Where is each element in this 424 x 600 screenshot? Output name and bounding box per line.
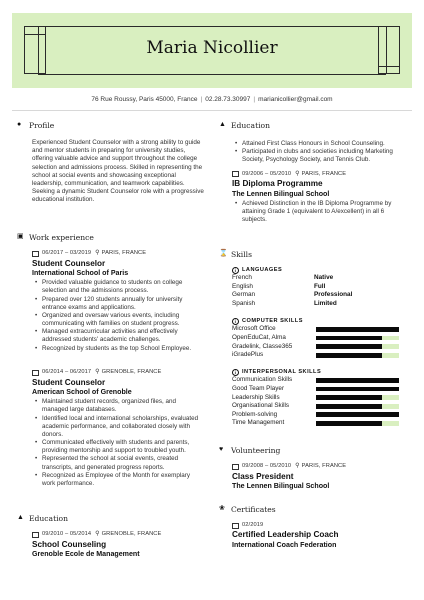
list-item: • Identified local and international scholarships, evaluated academic performance, and collaborated closely with donors.	[32, 415, 204, 440]
list-item: English Full	[232, 282, 326, 290]
certificates-heading: ❀ Certificates	[219, 505, 276, 514]
job-org: International School of Paris	[32, 269, 129, 278]
email: marianicollier@gmail.com	[258, 96, 333, 103]
skill-level-fill	[316, 353, 382, 358]
skill-row	[232, 376, 410, 385]
certificate-org: International Coach Federation	[232, 540, 337, 549]
skill-level-fill	[316, 412, 399, 417]
education-meta: 09/2006 – 05/2010 ⚲ PARIS, FRANCE	[232, 171, 410, 179]
skill-row	[232, 342, 410, 351]
job-meta: 06/2017 – 03/2019 ⚲ PARIS, FRANCE	[32, 250, 204, 258]
graduation-cap-icon: ▲	[219, 121, 226, 129]
languages-block	[232, 267, 410, 309]
job-title: Student Counselor	[32, 377, 106, 387]
hourglass-icon: ⌛	[219, 250, 228, 258]
skill-row	[232, 393, 410, 402]
education-entry	[232, 139, 410, 224]
job-bullets	[32, 398, 204, 488]
calendar-icon	[232, 464, 239, 470]
location-pin-icon: ⚲	[95, 250, 100, 256]
list-item: French Native	[232, 274, 334, 282]
skill-level-bar	[316, 378, 399, 383]
profile-text: Experienced Student Counselor with a strong ability to guide and mentor students in preparing for university studies, offering valuable advice and support throughout the college selection and admissions process. Skilled in representing the school at social events and showcasing exceptional leadership, communication, and teamwork capabilities. Seeking a dynamic Student Counselor role with a progressive educational institution.	[32, 139, 204, 204]
skill-name: iGradePlus	[232, 351, 264, 359]
skill-row	[232, 325, 410, 334]
contact-divider	[12, 110, 412, 111]
job-meta: 06/2014 – 06/2017 ⚲ GRENOBLE, FRANCE	[32, 369, 204, 377]
phone: 02.28.73.30997	[205, 96, 251, 103]
job-entry	[32, 250, 204, 353]
list-item: • Organized and oversaw various events, including communicating with families on student progress.	[32, 312, 204, 328]
skill-name: Good Team Player	[232, 385, 285, 393]
list-item: • Participated in clubs and societies including Marketing Society, Psychology Society, and Tennis Club.	[232, 148, 410, 164]
calendar-icon	[32, 532, 39, 538]
list-item: • Communicated effectively with students and parents, providing mentorship and support to troubled youth.	[32, 439, 204, 455]
skill-level-fill	[316, 421, 382, 426]
job-org: American School of Grenoble	[32, 388, 132, 397]
location-pin-icon: ⚲	[295, 170, 300, 177]
skill-level-fill	[316, 344, 382, 349]
info-icon: i	[232, 369, 239, 376]
list-item: • Prepared over 120 students annually for university entrance exams and applications.	[32, 296, 204, 312]
interpersonal-skills-list	[232, 376, 410, 428]
skill-level-fill	[316, 404, 382, 409]
job-title: Student Counselor	[32, 258, 106, 268]
certificate-entry	[232, 522, 410, 550]
education-heading-right: ▲ Education	[219, 121, 271, 130]
education-bullets	[232, 140, 410, 165]
award-icon: ❀	[219, 505, 225, 513]
info-icon: i	[232, 318, 239, 325]
skill-row	[232, 419, 410, 428]
skill-level-bar	[316, 395, 399, 400]
education-title: IB Diploma Programme	[232, 179, 323, 189]
volunteering-org: The Lennen Bilingual School	[232, 482, 330, 491]
list-item: • Achieved Distinction in the IB Diploma Programme by attaining Grade 1 (equivalent to A/excellent) in all 6 subjects.	[232, 200, 410, 225]
skill-row	[232, 351, 410, 360]
contact-line: 76 Rue Roussy, Paris 45000, France | 02.28.73.30997 | marianicollier@gmail.com	[91, 96, 333, 103]
header-frame-line	[378, 66, 400, 67]
list-item: Spanish Limited	[232, 300, 337, 308]
volunteering-meta: 09/2008 – 05/2010 ⚲ PARIS, FRANCE	[232, 463, 410, 471]
header-frame-line	[24, 34, 46, 35]
profile-heading: ● Profile	[17, 121, 55, 130]
skill-level-fill	[316, 336, 382, 341]
calendar-icon	[32, 370, 39, 376]
list-item: • Maintained student records, organized files, and managed large databases.	[32, 398, 204, 414]
certificate-title: Certified Leadership Coach	[232, 530, 339, 540]
skill-name: Leadership Skills	[232, 393, 280, 401]
skill-level-fill	[316, 387, 399, 392]
header-rule-top	[38, 26, 386, 27]
education-org: The Lennen Bilingual School	[232, 189, 330, 198]
skill-row	[232, 334, 410, 343]
skill-level-bar	[316, 327, 399, 332]
job-bullets	[32, 279, 204, 353]
heart-icon: ♥	[219, 446, 224, 454]
calendar-icon	[32, 251, 39, 257]
skill-level-bar	[316, 387, 399, 392]
education-title: School Counseling	[32, 539, 107, 549]
header-rule-bottom	[38, 74, 386, 75]
skill-name: Organisational Skills	[232, 402, 290, 410]
skill-row	[232, 411, 410, 420]
volunteering-heading: ♥ Volunteering	[219, 446, 281, 455]
briefcase-icon: ▣	[17, 233, 24, 241]
education-entry	[32, 531, 204, 559]
list-item: • Represented the school at social events, created transcripts, and generated progress reports.	[32, 455, 204, 471]
volunteering-entry	[232, 463, 410, 491]
education-meta: 09/2010 – 05/2014 ⚲ GRENOBLE, FRANCE	[32, 531, 204, 539]
list-item: • Recognized as Employee of the Month for exemplary work performance.	[32, 472, 204, 488]
person-icon: ●	[17, 121, 22, 129]
skill-name: Communication Skills	[232, 376, 293, 384]
skill-level-bar	[316, 344, 399, 349]
skill-name: Time Management	[232, 419, 285, 427]
skill-name: OpenEduCat, Alma	[232, 334, 286, 342]
skill-name: Microsoft Office	[232, 325, 276, 333]
skills-heading: ⌛ Skills	[219, 250, 252, 259]
calendar-icon	[232, 523, 239, 529]
work-heading: ▣ Work experience	[17, 233, 94, 242]
skill-level-fill	[316, 327, 399, 332]
volunteering-title: Class President	[232, 471, 294, 481]
skill-level-bar	[316, 336, 399, 341]
list-item: German Professional	[232, 291, 353, 299]
list-item: • Provided valuable guidance to students on college selection and the admissions process.	[32, 279, 204, 295]
skill-level-bar	[316, 353, 399, 358]
list-item: • Recognized by students as the top School Employee.	[32, 345, 204, 353]
info-icon: i	[232, 267, 239, 274]
education-heading-left: ▲ Education	[17, 514, 69, 523]
skill-level-fill	[316, 395, 382, 400]
list-item: • Managed extracurricular activities and effectively addressed students' academic challenges.	[32, 328, 204, 344]
skill-level-bar	[316, 404, 399, 409]
skill-level-bar	[316, 412, 399, 417]
interpersonal-skills-block	[232, 369, 410, 428]
skill-name: Gradelink, Classe365	[232, 342, 293, 350]
skill-level-fill	[316, 378, 399, 383]
education-org: Grenoble Ecole de Management	[32, 550, 140, 559]
interpersonal-skills-subheading: i INTERPERSONAL SKILLS	[232, 369, 410, 376]
candidate-name: Maria Nicollier	[146, 38, 278, 58]
skill-row	[232, 385, 410, 394]
computer-skills-block	[232, 318, 410, 360]
location-pin-icon: ⚲	[295, 463, 300, 469]
skill-name: Problem-solving	[232, 410, 278, 418]
skill-row	[232, 402, 410, 411]
job-entry	[32, 369, 204, 488]
certificate-meta: 02/2019	[232, 522, 410, 529]
location-pin-icon: ⚲	[95, 531, 100, 537]
address: 76 Rue Roussy, Paris 45000, France	[91, 96, 198, 103]
languages-subheading: i LANGUAGES	[232, 267, 410, 274]
education-bullets	[232, 200, 410, 225]
skill-level-bar	[316, 421, 399, 426]
location-pin-icon: ⚲	[95, 369, 100, 375]
graduation-cap-icon: ▲	[17, 514, 24, 522]
calendar-icon	[232, 171, 239, 177]
computer-skills-list	[232, 325, 410, 359]
list-item: • Attained First Class Honours in School Counseling.	[232, 140, 410, 148]
computer-skills-subheading: i COMPUTER SKILLS	[232, 318, 410, 325]
